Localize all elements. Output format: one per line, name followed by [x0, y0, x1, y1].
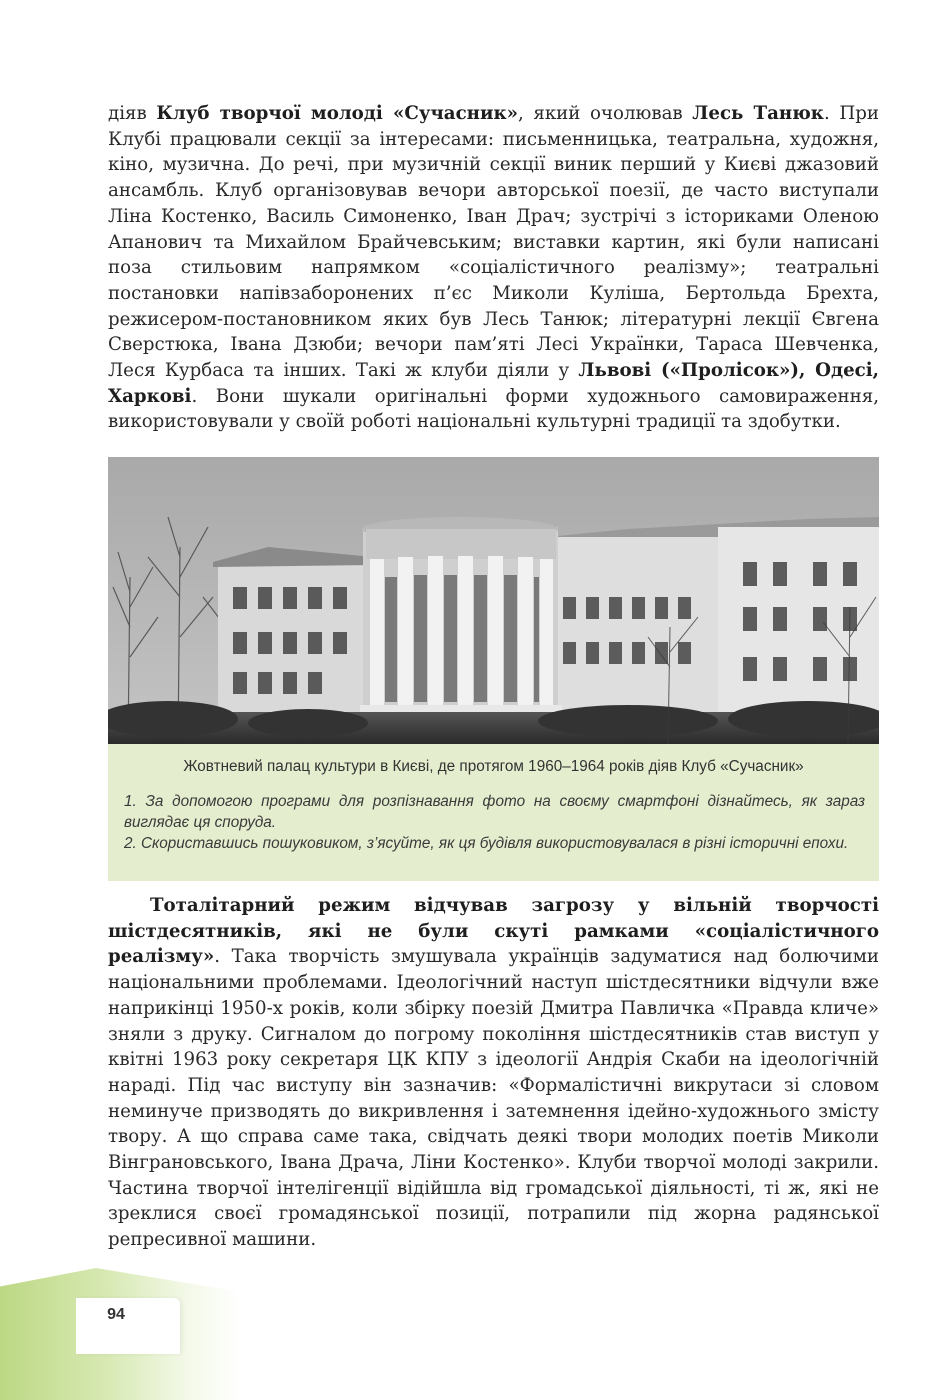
bold-person-name: Лесь Танюк — [692, 103, 824, 124]
bold-club-name: Клуб творчої молоді «Сучасник» — [156, 103, 518, 124]
bold-cities: Львові («Пролісок»), Одесі, Харкові — [108, 360, 879, 407]
body-paragraph-1 — [108, 101, 879, 435]
palace-photo-illustration — [108, 457, 879, 744]
text-run: . При Клубі працювали секції за інтересами: письменницька, театральна, художня, кіно, музична. До речі, при музичній секції виник перший у Києві джазовий ансамбль. Клуб організовував вечори авторської поезії, де часто виступали Ліна Костенко, Василь Симоненко, Іван Драч; зустрічі з істориками Оленою Апанович та Михайлом Брайчевським; виставки картин, які були написані поза стильовим напрямком «соціалістичного реалізму»; театральні постановки напівзаборонених п’єс Миколи Куліша, Бертольда Брехта, режисером-постановником яких був Лесь Танюк; літературні лекції Євгена Сверстюка, Івана Дзюби; вечори пам’яті Лесі Українки, Тараса Шевченка, Леся Курбаса та інших. Такі ж клуби діяли у — [108, 103, 879, 382]
question-2: 2. Скориставшись пошуковиком, з’ясуйте, як ця будівля використовувалася в різні історичні епохи. — [124, 835, 849, 853]
question-1: 1. За допомогою програми для розпізнавання фото на своєму смартфоні дізнайтесь, як зараз виглядає ця споруда. — [124, 793, 865, 832]
text-run: . Вони шукали оригінальні форми художнього самовираження, використовували у своїй роботі національні культурні традиції та здобутки. — [108, 385, 879, 433]
figure-caption: Жовтневий палац культури в Києві, де протягом 1960–1964 років діяв Клуб «Сучасник» — [183, 758, 804, 775]
palace-photo — [108, 457, 879, 744]
page-number: 94 — [107, 1306, 125, 1323]
text-run: , який очолював — [517, 103, 693, 124]
text-run: . Така творчість змушувала українців задуматися над болючими національними проблемами. Ідеологічний наступ шістдесятники відчули вже наприкінці 1950-х років, коли збірку поезій Дмитра Павличка «Правда кличе» зняли з друку. Сигналом до погрому покоління шістдесятників став виступ у квітні 1963 року секретаря ЦК КПУ з ідеології Андрія Скаби на ідеологічній нараді. Під час виступу він зазначив: «Формалістичні викрутаси зі словом неминуче призводять до викривлення і затемнення ідейно-художнього змісту твору. А що справа саме така, свідчать деякі твори молодих поетів Миколи Вінграновського, Івана Драча, Ліни Костенко». Клуби творчої молоді закрили. Частина творчої інтелігенції відійшла від громадської діяльності, ті ж, які не зреклися своєї громадянської позиції, потрапили під жорна радянської репресивної машини. — [108, 946, 879, 1251]
text-run: діяв — [108, 103, 157, 124]
figure-caption-box — [108, 744, 879, 881]
body-paragraph-2 — [108, 893, 879, 1253]
bold-lead-sentence: Тоталітарний режим відчував загрозу у вільній творчості шістдесятників, які не були скуті рамками «соціалістичного реалізму» — [108, 895, 879, 968]
figure-questions — [124, 791, 865, 855]
